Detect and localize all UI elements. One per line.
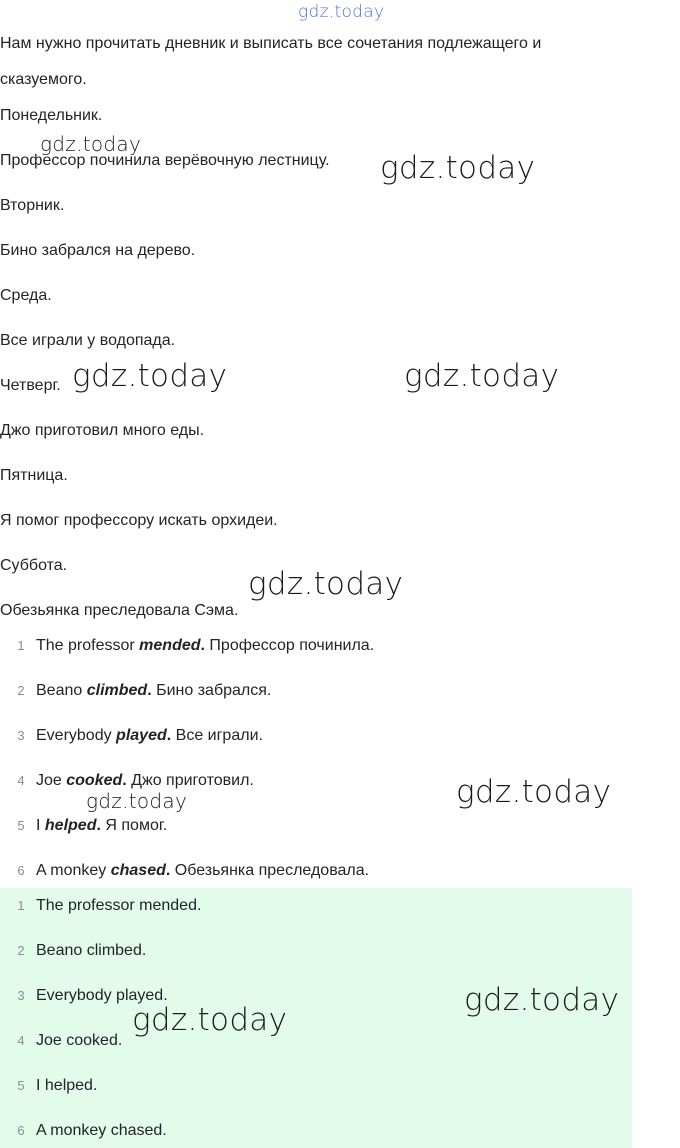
- answer-text: I helped.: [36, 1077, 98, 1094]
- list-number: 1: [17, 898, 25, 913]
- answer-text: A monkey chased.: [36, 1122, 167, 1139]
- answer-text: Beano climbed.: [36, 942, 147, 959]
- diary-sentence: Бино забрался на дерево.: [0, 242, 196, 259]
- list-number: 3: [17, 988, 25, 1003]
- list-number: 6: [17, 863, 25, 878]
- watermark: gdz.today: [380, 150, 536, 186]
- diary-sentence: Все играли у водопада.: [0, 332, 176, 349]
- task-line-1: Нам нужно прочитать дневник и выписать все сочетания подлежащего и: [0, 35, 542, 52]
- answer-text: Everybody played.: [36, 987, 168, 1004]
- watermark: gdz.today: [40, 132, 142, 156]
- watermark-top: gdz.today: [298, 2, 385, 22]
- watermark: gdz.today: [456, 774, 612, 810]
- list-text: Beano climbed. Бино забрался.: [36, 682, 272, 699]
- watermark: gdz.today: [464, 982, 620, 1018]
- diary-sentence: Профессор починила верёвочную лестницу.: [0, 152, 330, 169]
- watermark: gdz.today: [132, 1002, 288, 1038]
- list-number: 5: [17, 1078, 25, 1093]
- diary-sentence: Джо приготовил много еды.: [0, 422, 205, 439]
- list-text: Joe cooked. Джо приготовил.: [36, 772, 254, 789]
- watermark: gdz.today: [248, 566, 404, 602]
- list-number: 1: [17, 638, 25, 653]
- diary-day: Среда.: [0, 287, 52, 304]
- list-number: 2: [17, 943, 25, 958]
- list-number: 2: [17, 683, 25, 698]
- diary-day: Вторник.: [0, 197, 65, 214]
- diary-sentence: Обезьянка преследовала Сэма.: [0, 602, 239, 619]
- list-text: The professor mended. Профессор починила.: [36, 637, 375, 654]
- list-number: 5: [17, 818, 25, 833]
- list-number: 3: [17, 728, 25, 743]
- watermark: gdz.today: [72, 358, 228, 394]
- list-number: 6: [17, 1123, 25, 1138]
- diary-day: Суббота.: [0, 557, 68, 574]
- diary-day: Пятница.: [0, 467, 68, 484]
- task-line-2: сказуемого.: [0, 71, 87, 88]
- diary-day: Понедельник.: [0, 107, 103, 124]
- answer-text: Joe cooked.: [36, 1032, 123, 1049]
- watermark: gdz.today: [86, 789, 188, 813]
- list-number: 4: [17, 773, 25, 788]
- list-text: A monkey chased. Обезьянка преследовала.: [36, 862, 370, 879]
- watermark: gdz.today: [404, 358, 560, 394]
- answer-block: [0, 888, 632, 1148]
- answer-text: The professor mended.: [36, 897, 202, 914]
- list-number: 4: [17, 1033, 25, 1048]
- diary-sentence: Я помог профессору искать орхидеи.: [0, 512, 278, 529]
- list-text: I helped. Я помог.: [36, 817, 168, 834]
- list-text: Everybody played. Все играли.: [36, 727, 263, 744]
- diary-day: Четверг.: [0, 377, 61, 394]
